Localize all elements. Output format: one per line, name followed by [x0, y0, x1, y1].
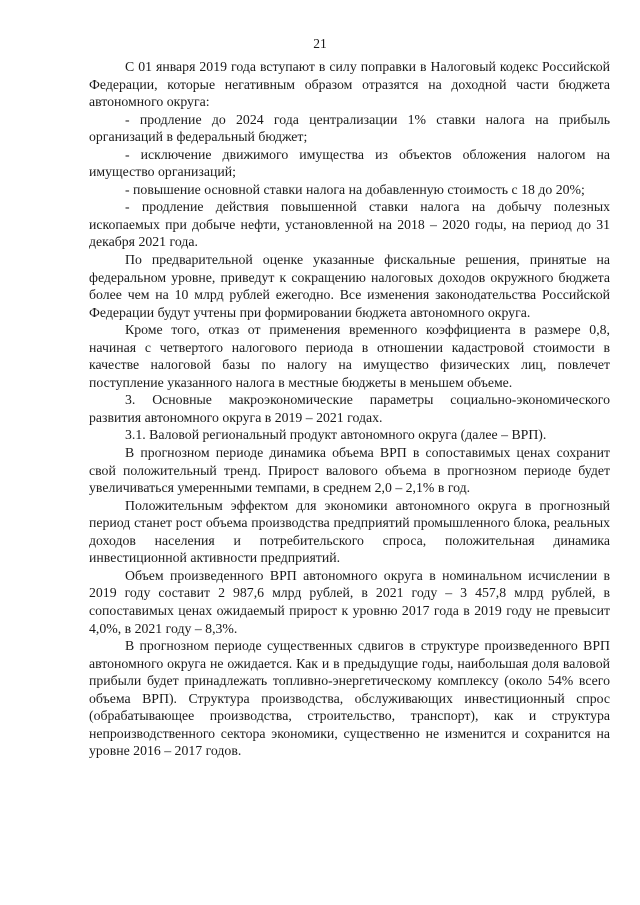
section-heading-macroeconomic-parameters: 3. Основные макроэкономические параметры социально-экономического развития автономного округа в 2019 – 2021 годах.: [89, 392, 610, 425]
paragraph-grp-dynamics: В прогнозном периоде динамика объема ВРП в сопоставимых ценах сохранит свой положительный тренд. Прирост валового объема в прогнозном периоде будет увеличиваться умеренными темпами, в среднем 2,0 – 2,1% в год.: [89, 445, 610, 496]
page-number: 21: [313, 36, 327, 51]
list-item-profit-tax-centralization: - продление до 2024 года централизации 1% ставки налога на прибыль организаций в федеральный бюджет;: [89, 111, 610, 145]
paragraph-grp-volume: Объем произведенного ВРП автономного округа в номинальном исчислении в 2019 году составит 2 987,6 млрд рублей, в 2021 году – 3 457,8 млрд рублей, в сопоставимых ценах ожидаемый прирост к уровню 2017 года в 2019 году не превысит 4,0%, в 2021 году – 8,3%.: [89, 567, 610, 636]
list-item-vat-increase: - повышение основной ставки налога на добавленную стоимость с 18 до 20%;: [125, 181, 585, 197]
subsection-heading-grp: 3.1. Валовой региональный продукт автономного округа (далее – ВРП).: [125, 427, 547, 443]
paragraph-fiscal-estimate: По предварительной оценке указанные фискальные решения, принятые на федеральном уровне, приведут к сокращению налоговых доходов окружного бюджета более чем на 10 млрд рублей ежегодно. Все изменения законодательства Российской Федерации будут учтены при формировании бюджета автономного округа.: [89, 252, 610, 320]
paragraph-positive-effect: Положительным эффектом для экономики автономного округа в прогнозный период станет рост объема производства предприятий промышленного блока, реальных доходов населения и потребительского спроса, положительная динамика инвестиционной активности предприятий.: [89, 497, 610, 566]
paragraph-tax-amendments-intro: С 01 января 2019 года вступают в силу поправки в Налоговый кодекс Российской Федерации, которые негативным образом отразятся на доходной части бюджета автономного округа:: [89, 59, 610, 110]
list-item-mineral-extraction-tax: - продление действия повышенной ставки налога на добычу полезных ископаемых при добыче нефти, установленной на 2018 – 2020 годы, на период до 31 декабря 2021 года.: [89, 199, 610, 250]
document-body: [89, 58, 610, 760]
paragraph-property-tax-coefficient: Кроме того, отказ от применения временного коэффициента в размере 0,8, начиная с четвертого налогового периода в отношении кадастровой стоимости в качестве налоговой базы по налогу на имущество физических лиц, повлечет поступление указанного налога в местные бюджеты в меньшем объеме.: [89, 322, 610, 390]
paragraph-grp-structure: В прогнозном периоде существенных сдвигов в структуре произведенного ВРП автономного округа не ожидается. Как и в предыдущие годы, наибольшая доля валовой прибыли будет принадлежать топливно-энергетическому комплексу (около 54% всего объема ВРП). Структура производства, обслуживающих инвестиционный спрос (обрабатывающее производства, строительство, транспорт), как и структура непроизводственного сектора экономики, существенно не изменится и сохранится на уровне 2016 – 2017 годов.: [89, 638, 610, 759]
list-item-movable-property-exclusion: - исключение движимого имущества из объектов обложения налогом на имущество организаций;: [89, 146, 610, 180]
